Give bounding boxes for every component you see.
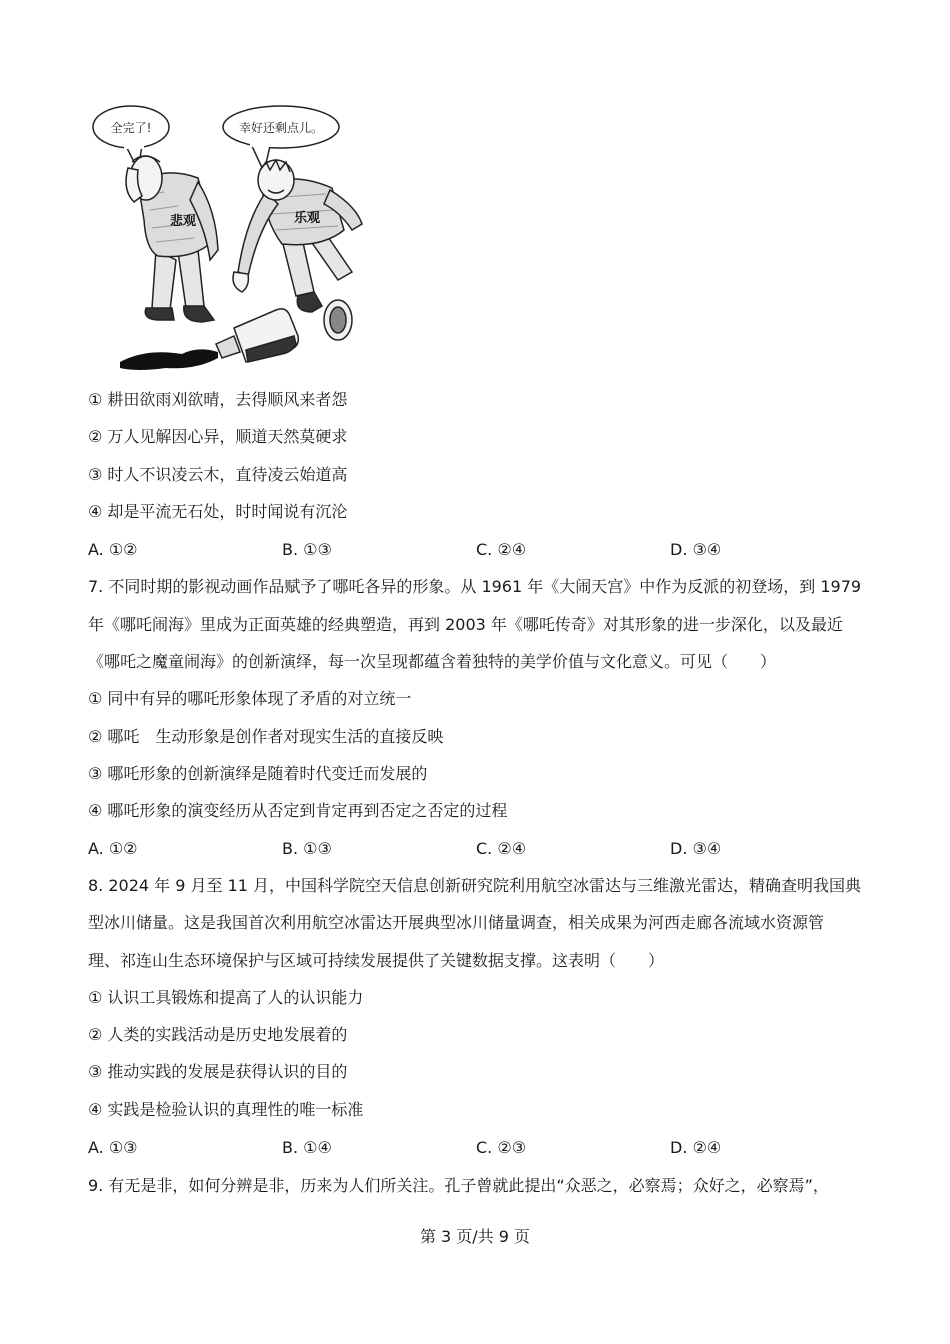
q8-option-c[interactable]: C. ②③ (476, 1138, 527, 1157)
optimist-figure (233, 160, 362, 340)
q7-options (88, 839, 888, 859)
pessimist-optimist-cartoon (86, 100, 386, 378)
q7-stem-line-2: 年《哪吒闹海》里成为正面英雄的经典塑造，再到 2003 年《哪吒传奇》对其形象的进一步深化，以及最近 (88, 615, 843, 634)
q7-item-1: ① 同中有异的哪吒形象体现了矛盾的对立统一 (88, 689, 412, 708)
q8-stem-line-2: 型冰川储量。这是我国首次利用航空冰雷达开展典型冰川储量调查，相关成果为河西走廊各流域水资源管 (88, 913, 825, 932)
q8-item-2: ② 人类的实践活动是历史地发展着的 (88, 1025, 348, 1044)
q8-option-a[interactable]: A. ①③ (88, 1138, 138, 1157)
q6-option-d[interactable]: D. ③④ (670, 540, 722, 559)
q7-option-b[interactable]: B. ①③ (282, 839, 332, 858)
q6-item-4: ④ 却是平流无石处，时时闻说有沉沦 (88, 502, 348, 521)
q7-item-3: ③ 哪吒形象的创新演绎是随着时代变迁而发展的 (88, 764, 428, 783)
q8-item-4: ④ 实践是检验认识的真理性的唯一标准 (88, 1100, 364, 1119)
q7-stem-line-1: 7. 不同时期的影视动画作品赋予了哪吒各异的形象。从 1961 年《大闹天宫》中作为反派的初登场，到 1979 (88, 577, 862, 596)
q7-item-2: ② 哪吒 生动形象是创作者对现实生活的直接反映 (88, 727, 444, 746)
q7-option-a[interactable]: A. ①② (88, 839, 138, 858)
q8-stem-line-3: 理、祁连山生态环境保护与区域可持续发展提供了关键数据支撑。这表明（ ） (88, 951, 665, 970)
q7-option-d[interactable]: D. ③④ (670, 839, 722, 858)
q8-item-1: ① 认识工具锻炼和提高了人的认识能力 (88, 988, 364, 1007)
q8-stem-line-1: 8. 2024 年 9 月至 11 月，中国科学院空天信息创新研究院利用航空冰雷达与三维激光雷达，精确查明我国典 (88, 876, 862, 895)
bubble-right-text: 幸好还剩点儿。 (238, 121, 324, 135)
shirt-label-right: 乐观 (294, 211, 321, 226)
q6-item-3: ③ 时人不识凌云木，直待凌云始道高 (88, 465, 348, 484)
bubble-left-text: 全完了! (110, 121, 152, 135)
q6-option-a[interactable]: A. ①② (88, 540, 138, 559)
q7-option-c[interactable]: C. ②④ (476, 839, 527, 858)
shirt-label-left: 悲观 (170, 214, 197, 229)
q7-stem-line-3: 《哪吒之魔童闹海》的创新演绎，每一次呈现都蕴含着独特的美学价值与文化意义。可见（ ） (88, 652, 777, 671)
q6-item-1: ① 耕田欲雨刈欲晴，去得顺风来者怨 (88, 390, 348, 409)
q9-stem-line-1: 9. 有无是非，如何分辨是非，历来为人们所关注。孔子曾就此提出“众恶之，必察焉；众好之，必察焉”， (88, 1176, 829, 1195)
q6-option-b[interactable]: B. ①③ (282, 540, 332, 559)
q7-item-4: ④ 哪吒形象的演变经历从否定到肯定再到否定之否定的过程 (88, 801, 508, 820)
q8-item-3: ③ 推动实践的发展是获得认识的目的 (88, 1062, 348, 1081)
spilled-liquid (120, 349, 218, 370)
page-footer: 第 3 页/共 9 页 (419, 1227, 531, 1246)
tipped-bottle (216, 309, 298, 362)
q6-options (88, 540, 888, 560)
q8-option-b[interactable]: B. ①④ (282, 1138, 332, 1157)
pessimist-figure (126, 156, 218, 322)
q6-item-2: ② 万人见解因心异，顺道天然莫硬求 (88, 427, 348, 446)
q8-options (88, 1138, 888, 1158)
q6-option-c[interactable]: C. ②④ (476, 540, 527, 559)
q8-option-d[interactable]: D. ②④ (670, 1138, 722, 1157)
